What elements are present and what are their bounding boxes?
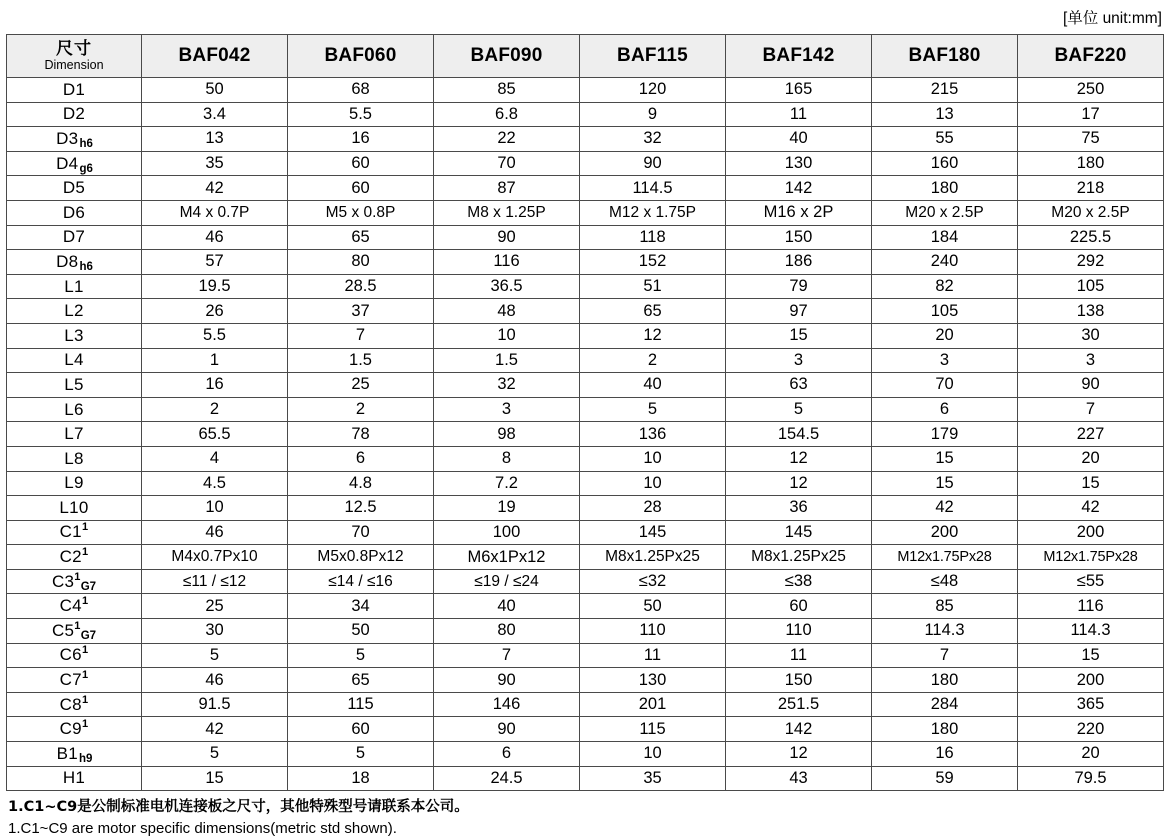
table-row [7, 397, 1164, 422]
cell-d5-baf115: 114.5 [580, 176, 726, 201]
row-label-l9: L9 [7, 471, 142, 496]
cell-c8-baf060: 115 [288, 692, 434, 717]
cell-d1-baf142: 165 [726, 78, 872, 103]
cell-l4-baf060: 1.5 [288, 348, 434, 373]
cell-d7-baf115: 118 [580, 225, 726, 250]
table-row [7, 373, 1164, 398]
cell-l9-baf090: 7.2 [434, 471, 580, 496]
cell-d8-baf060: 80 [288, 250, 434, 275]
cell-c6-baf060: 5 [288, 643, 434, 668]
row-label-d7: D7 [7, 225, 142, 250]
table-row [7, 471, 1164, 496]
cell-l3-baf090: 10 [434, 323, 580, 348]
cell-c7-baf090: 90 [434, 668, 580, 693]
cell-l3-baf042: 5.5 [142, 323, 288, 348]
cell-c3-baf115: ≤32 [580, 569, 726, 594]
row-label-superscript: 1 [81, 718, 89, 731]
row-label-d3: D3h6 [7, 127, 142, 152]
column-header-baf115: BAF115 [580, 35, 726, 78]
cell-l7-baf220: 227 [1018, 422, 1164, 447]
cell-c5-baf220: 114.3 [1018, 619, 1164, 644]
row-label-subscript: g6 [79, 162, 93, 175]
table-row [7, 619, 1164, 644]
cell-c4-baf060: 34 [288, 594, 434, 619]
row-label-c7: $C7^1$ [7, 668, 142, 693]
row-label-d5: D5 [7, 176, 142, 201]
cell-c1-baf060: 70 [288, 520, 434, 545]
row-label-l7: L7 [7, 422, 142, 447]
table-row [7, 668, 1164, 693]
cell-c7-baf042: 46 [142, 668, 288, 693]
table-row [7, 545, 1164, 570]
cell-c2-baf042: M4x0.7Px10 [142, 545, 288, 570]
cell-d6-baf090: M8 x 1.25P [434, 200, 580, 225]
footnotes [0, 791, 1169, 840]
cell-d2-baf115: 9 [580, 102, 726, 127]
cell-c1-baf115: 145 [580, 520, 726, 545]
cell-d4-baf042: 35 [142, 151, 288, 176]
cell-d2-baf060: 5.5 [288, 102, 434, 127]
table-row [7, 348, 1164, 373]
cell-l1-baf042: 19.5 [142, 274, 288, 299]
cell-d6-baf060: M5 x 0.8P [288, 200, 434, 225]
cell-d1-baf060: 68 [288, 78, 434, 103]
cell-d3-baf142: 40 [726, 127, 872, 152]
table-row [7, 594, 1164, 619]
table-row [7, 323, 1164, 348]
table-body [7, 78, 1164, 791]
cell-l1-baf115: 51 [580, 274, 726, 299]
cell-d4-baf180: 160 [872, 151, 1018, 176]
table-row [7, 717, 1164, 742]
cell-l7-baf115: 136 [580, 422, 726, 447]
cell-l3-baf180: 20 [872, 323, 1018, 348]
table-row [7, 422, 1164, 447]
row-label-l10: L10 [7, 496, 142, 521]
cell-h1-baf060: 18 [288, 766, 434, 791]
dimension-header-en: Dimension [44, 57, 104, 72]
cell-c4-baf180: 85 [872, 594, 1018, 619]
cell-l5-baf060: 25 [288, 373, 434, 398]
cell-c7-baf142: 150 [726, 668, 872, 693]
cell-d3-baf220: 75 [1018, 127, 1164, 152]
cell-l9-baf142: 12 [726, 471, 872, 496]
cell-l1-baf090: 36.5 [434, 274, 580, 299]
footnote-cn: 1.C1~C9是公制标准电机连接板之尺寸，其他特殊型号请联系本公司。 [8, 799, 469, 816]
cell-d8-baf090: 116 [434, 250, 580, 275]
cell-l10-baf142: 36 [726, 496, 872, 521]
cell-d8-baf042: 57 [142, 250, 288, 275]
cell-l6-baf042: 2 [142, 397, 288, 422]
cell-d4-baf142: 130 [726, 151, 872, 176]
row-label-subscript: G7 [80, 629, 97, 642]
cell-c4-baf142: 60 [726, 594, 872, 619]
cell-c2-baf180: M12x1.75Px28 [872, 545, 1018, 570]
cell-b1-baf180: 16 [872, 742, 1018, 767]
dimension-header-cell [7, 35, 142, 78]
cell-l7-baf090: 98 [434, 422, 580, 447]
row-label-d1: D1 [7, 78, 142, 103]
cell-d8-baf180: 240 [872, 250, 1018, 275]
row-label-subscript: G7 [80, 580, 97, 593]
row-label-b1: B1h9 [7, 742, 142, 767]
cell-d1-baf180: 215 [872, 78, 1018, 103]
cell-l6-baf115: 5 [580, 397, 726, 422]
row-label-c2: $C2^1$ [7, 545, 142, 570]
cell-l7-baf142: 154.5 [726, 422, 872, 447]
row-label-superscript: 1 [81, 595, 89, 608]
cell-c3-baf042: ≤11 / ≤12 [142, 569, 288, 594]
cell-b1-baf042: 5 [142, 742, 288, 767]
cell-c9-baf090: 90 [434, 717, 580, 742]
cell-l9-baf042: 4.5 [142, 471, 288, 496]
row-label-l5: L5 [7, 373, 142, 398]
cell-d7-baf180: 184 [872, 225, 1018, 250]
cell-d8-baf142: 186 [726, 250, 872, 275]
cell-d6-baf042: M4 x 0.7P [142, 200, 288, 225]
cell-d6-baf115: M12 x 1.75P [580, 200, 726, 225]
cell-d7-baf042: 46 [142, 225, 288, 250]
cell-l3-baf060: 7 [288, 323, 434, 348]
cell-l4-baf090: 1.5 [434, 348, 580, 373]
cell-d6-baf142: M16 x 2P [726, 200, 872, 225]
table-row [7, 250, 1164, 275]
cell-h1-baf142: 43 [726, 766, 872, 791]
cell-h1-baf220: 79.5 [1018, 766, 1164, 791]
table-row [7, 102, 1164, 127]
cell-l8-baf060: 6 [288, 446, 434, 471]
cell-d2-baf042: 3.4 [142, 102, 288, 127]
table-header [7, 35, 1164, 78]
cell-b1-baf115: 10 [580, 742, 726, 767]
cell-c2-baf115: M8x1.25Px25 [580, 545, 726, 570]
cell-d5-baf042: 42 [142, 176, 288, 201]
cell-c9-baf042: 42 [142, 717, 288, 742]
column-header-baf142: BAF142 [726, 35, 872, 78]
cell-d8-baf220: 292 [1018, 250, 1164, 275]
cell-d4-baf060: 60 [288, 151, 434, 176]
dimension-table-wrapper [0, 34, 1169, 791]
row-label-d8: D8h6 [7, 250, 142, 275]
row-label-c1: $C1^1$ [7, 520, 142, 545]
cell-c2-baf142: M8x1.25Px25 [726, 545, 872, 570]
cell-h1-baf180: 59 [872, 766, 1018, 791]
cell-b1-baf090: 6 [434, 742, 580, 767]
cell-l4-baf180: 3 [872, 348, 1018, 373]
cell-c5-baf180: 114.3 [872, 619, 1018, 644]
table-row [7, 127, 1164, 152]
cell-l7-baf180: 179 [872, 422, 1018, 447]
cell-l1-baf180: 82 [872, 274, 1018, 299]
cell-d7-baf060: 65 [288, 225, 434, 250]
cell-l7-baf060: 78 [288, 422, 434, 447]
cell-c7-baf060: 65 [288, 668, 434, 693]
cell-d7-baf220: 225.5 [1018, 225, 1164, 250]
cell-c3-baf142: ≤38 [726, 569, 872, 594]
cell-c4-baf115: 50 [580, 594, 726, 619]
cell-c6-baf042: 5 [142, 643, 288, 668]
table-row [7, 200, 1164, 225]
row-label-l4: L4 [7, 348, 142, 373]
cell-l3-baf220: 30 [1018, 323, 1164, 348]
table-row [7, 176, 1164, 201]
footnote-en: 1.C1~C9 are motor specific dimensions(metric std shown). [8, 820, 397, 838]
cell-c1-baf142: 145 [726, 520, 872, 545]
row-label-subscript: h9 [78, 752, 93, 765]
table-row [7, 520, 1164, 545]
cell-d2-baf142: 11 [726, 102, 872, 127]
cell-l8-baf115: 10 [580, 446, 726, 471]
cell-b1-baf060: 5 [288, 742, 434, 767]
cell-l7-baf042: 65.5 [142, 422, 288, 447]
cell-l2-baf060: 37 [288, 299, 434, 324]
cell-l6-baf090: 3 [434, 397, 580, 422]
cell-d4-baf090: 70 [434, 151, 580, 176]
cell-c8-baf180: 284 [872, 692, 1018, 717]
cell-h1-baf042: 15 [142, 766, 288, 791]
row-label-l2: L2 [7, 299, 142, 324]
cell-c5-baf142: 110 [726, 619, 872, 644]
cell-d3-baf115: 32 [580, 127, 726, 152]
cell-c1-baf090: 100 [434, 520, 580, 545]
cell-l3-baf115: 12 [580, 323, 726, 348]
row-label-c3: $C3^1G7$ [7, 569, 142, 594]
cell-l8-baf220: 20 [1018, 446, 1164, 471]
row-label-superscript: 1 [74, 570, 81, 583]
cell-d2-baf090: 6.8 [434, 102, 580, 127]
row-label-c9: $C9^1$ [7, 717, 142, 742]
cell-l5-baf180: 70 [872, 373, 1018, 398]
cell-l8-baf180: 15 [872, 446, 1018, 471]
cell-c5-baf060: 50 [288, 619, 434, 644]
cell-c6-baf090: 7 [434, 643, 580, 668]
unit-note-row [0, 0, 1169, 34]
cell-c3-baf180: ≤48 [872, 569, 1018, 594]
row-label-l1: L1 [7, 274, 142, 299]
table-row [7, 692, 1164, 717]
table-row [7, 225, 1164, 250]
row-label-superscript: 1 [81, 693, 89, 706]
table-row [7, 151, 1164, 176]
cell-l10-baf220: 42 [1018, 496, 1164, 521]
cell-l1-baf220: 105 [1018, 274, 1164, 299]
cell-c1-baf042: 46 [142, 520, 288, 545]
cell-l2-baf180: 105 [872, 299, 1018, 324]
cell-c9-baf220: 220 [1018, 717, 1164, 742]
cell-d2-baf220: 17 [1018, 102, 1164, 127]
row-label-d4: D4g6 [7, 151, 142, 176]
cell-l4-baf115: 2 [580, 348, 726, 373]
cell-l9-baf180: 15 [872, 471, 1018, 496]
cell-c8-baf042: 91.5 [142, 692, 288, 717]
cell-c8-baf142: 251.5 [726, 692, 872, 717]
cell-l10-baf115: 28 [580, 496, 726, 521]
cell-l9-baf060: 4.8 [288, 471, 434, 496]
cell-c4-baf220: 116 [1018, 594, 1164, 619]
cell-c5-baf090: 80 [434, 619, 580, 644]
table-row [7, 569, 1164, 594]
cell-c6-baf180: 7 [872, 643, 1018, 668]
row-label-d2: D2 [7, 102, 142, 127]
row-label-c8: $C8^1$ [7, 692, 142, 717]
cell-d7-baf090: 90 [434, 225, 580, 250]
header-row [7, 35, 1164, 78]
cell-l10-baf180: 42 [872, 496, 1018, 521]
cell-l5-baf042: 16 [142, 373, 288, 398]
column-header-baf060: BAF060 [288, 35, 434, 78]
cell-h1-baf090: 24.5 [434, 766, 580, 791]
table-row [7, 446, 1164, 471]
row-label-c4: $C4^1$ [7, 594, 142, 619]
cell-l1-baf060: 28.5 [288, 274, 434, 299]
cell-l2-baf090: 48 [434, 299, 580, 324]
cell-c6-baf142: 11 [726, 643, 872, 668]
cell-c6-baf115: 11 [580, 643, 726, 668]
cell-c3-baf220: ≤55 [1018, 569, 1164, 594]
dimension-table [6, 34, 1164, 791]
column-header-baf220: BAF220 [1018, 35, 1164, 78]
cell-l6-baf060: 2 [288, 397, 434, 422]
cell-c5-baf115: 110 [580, 619, 726, 644]
cell-c8-baf220: 365 [1018, 692, 1164, 717]
cell-l2-baf042: 26 [142, 299, 288, 324]
cell-d3-baf060: 16 [288, 127, 434, 152]
cell-d5-baf220: 218 [1018, 176, 1164, 201]
cell-c2-baf090: M6x1Px12 [434, 545, 580, 570]
cell-l10-baf090: 19 [434, 496, 580, 521]
cell-c3-baf060: ≤14 / ≤16 [288, 569, 434, 594]
cell-l6-baf180: 6 [872, 397, 1018, 422]
row-label-superscript: 1 [74, 619, 81, 632]
cell-l3-baf142: 15 [726, 323, 872, 348]
cell-c2-baf220: M12x1.75Px28 [1018, 545, 1164, 570]
cell-l6-baf142: 5 [726, 397, 872, 422]
cell-d4-baf115: 90 [580, 151, 726, 176]
cell-d1-baf042: 50 [142, 78, 288, 103]
row-label-superscript: 1 [81, 644, 89, 657]
table-row [7, 78, 1164, 103]
cell-c9-baf180: 180 [872, 717, 1018, 742]
cell-l2-baf115: 65 [580, 299, 726, 324]
table-row [7, 742, 1164, 767]
cell-d6-baf180: M20 x 2.5P [872, 200, 1018, 225]
cell-l2-baf220: 138 [1018, 299, 1164, 324]
row-label-subscript: h6 [79, 260, 93, 273]
row-label-superscript: 1 [81, 669, 89, 682]
column-header-baf090: BAF090 [434, 35, 580, 78]
cell-c1-baf180: 200 [872, 520, 1018, 545]
cell-h1-baf115: 35 [580, 766, 726, 791]
cell-c7-baf115: 130 [580, 668, 726, 693]
row-label-d6: D6 [7, 200, 142, 225]
row-label-superscript: 1 [81, 546, 89, 559]
cell-d5-baf060: 60 [288, 176, 434, 201]
cell-d5-baf090: 87 [434, 176, 580, 201]
row-label-l3: L3 [7, 323, 142, 348]
cell-d4-baf220: 180 [1018, 151, 1164, 176]
cell-l4-baf042: 1 [142, 348, 288, 373]
cell-d3-baf042: 13 [142, 127, 288, 152]
cell-d5-baf142: 142 [726, 176, 872, 201]
cell-c2-baf060: M5x0.8Px12 [288, 545, 434, 570]
row-label-c6: $C6^1$ [7, 643, 142, 668]
table-row [7, 766, 1164, 791]
cell-d1-baf220: 250 [1018, 78, 1164, 103]
cell-c8-baf115: 201 [580, 692, 726, 717]
cell-d1-baf115: 120 [580, 78, 726, 103]
column-header-baf042: BAF042 [142, 35, 288, 78]
table-row [7, 299, 1164, 324]
row-label-superscript: 1 [81, 521, 89, 534]
cell-d3-baf180: 55 [872, 127, 1018, 152]
cell-l4-baf220: 3 [1018, 348, 1164, 373]
cell-l6-baf220: 7 [1018, 397, 1164, 422]
cell-l4-baf142: 3 [726, 348, 872, 373]
cell-l8-baf042: 4 [142, 446, 288, 471]
cell-c4-baf042: 25 [142, 594, 288, 619]
cell-c5-baf042: 30 [142, 619, 288, 644]
row-label-subscript: h6 [79, 137, 93, 150]
table-row [7, 274, 1164, 299]
cell-d7-baf142: 150 [726, 225, 872, 250]
cell-c9-baf115: 115 [580, 717, 726, 742]
cell-d5-baf180: 180 [872, 176, 1018, 201]
cell-c9-baf060: 60 [288, 717, 434, 742]
cell-d3-baf090: 22 [434, 127, 580, 152]
cell-b1-baf142: 12 [726, 742, 872, 767]
cell-l5-baf090: 32 [434, 373, 580, 398]
cell-c7-baf180: 180 [872, 668, 1018, 693]
cell-d6-baf220: M20 x 2.5P [1018, 200, 1164, 225]
table-row [7, 643, 1164, 668]
cell-l8-baf142: 12 [726, 446, 872, 471]
cell-l10-baf042: 10 [142, 496, 288, 521]
row-label-c5: $C5^1G7$ [7, 619, 142, 644]
dimension-header-cn: 尺寸 [56, 38, 92, 59]
cell-l5-baf115: 40 [580, 373, 726, 398]
unit-note: [单位 unit:mm] [1062, 10, 1162, 27]
cell-l5-baf142: 63 [726, 373, 872, 398]
cell-c4-baf090: 40 [434, 594, 580, 619]
cell-c9-baf142: 142 [726, 717, 872, 742]
cell-l10-baf060: 12.5 [288, 496, 434, 521]
column-header-baf180: BAF180 [872, 35, 1018, 78]
table-row [7, 496, 1164, 521]
cell-d1-baf090: 85 [434, 78, 580, 103]
cell-c7-baf220: 200 [1018, 668, 1164, 693]
cell-l5-baf220: 90 [1018, 373, 1164, 398]
row-label-h1: H1 [7, 766, 142, 791]
cell-l2-baf142: 97 [726, 299, 872, 324]
cell-b1-baf220: 20 [1018, 742, 1164, 767]
cell-l8-baf090: 8 [434, 446, 580, 471]
cell-c1-baf220: 200 [1018, 520, 1164, 545]
cell-c6-baf220: 15 [1018, 643, 1164, 668]
cell-c8-baf090: 146 [434, 692, 580, 717]
cell-l9-baf115: 10 [580, 471, 726, 496]
cell-d2-baf180: 13 [872, 102, 1018, 127]
row-label-l6: L6 [7, 397, 142, 422]
row-label-l8: L8 [7, 446, 142, 471]
cell-l1-baf142: 79 [726, 274, 872, 299]
cell-d8-baf115: 152 [580, 250, 726, 275]
cell-l9-baf220: 15 [1018, 471, 1164, 496]
cell-c3-baf090: ≤19 / ≤24 [434, 569, 580, 594]
